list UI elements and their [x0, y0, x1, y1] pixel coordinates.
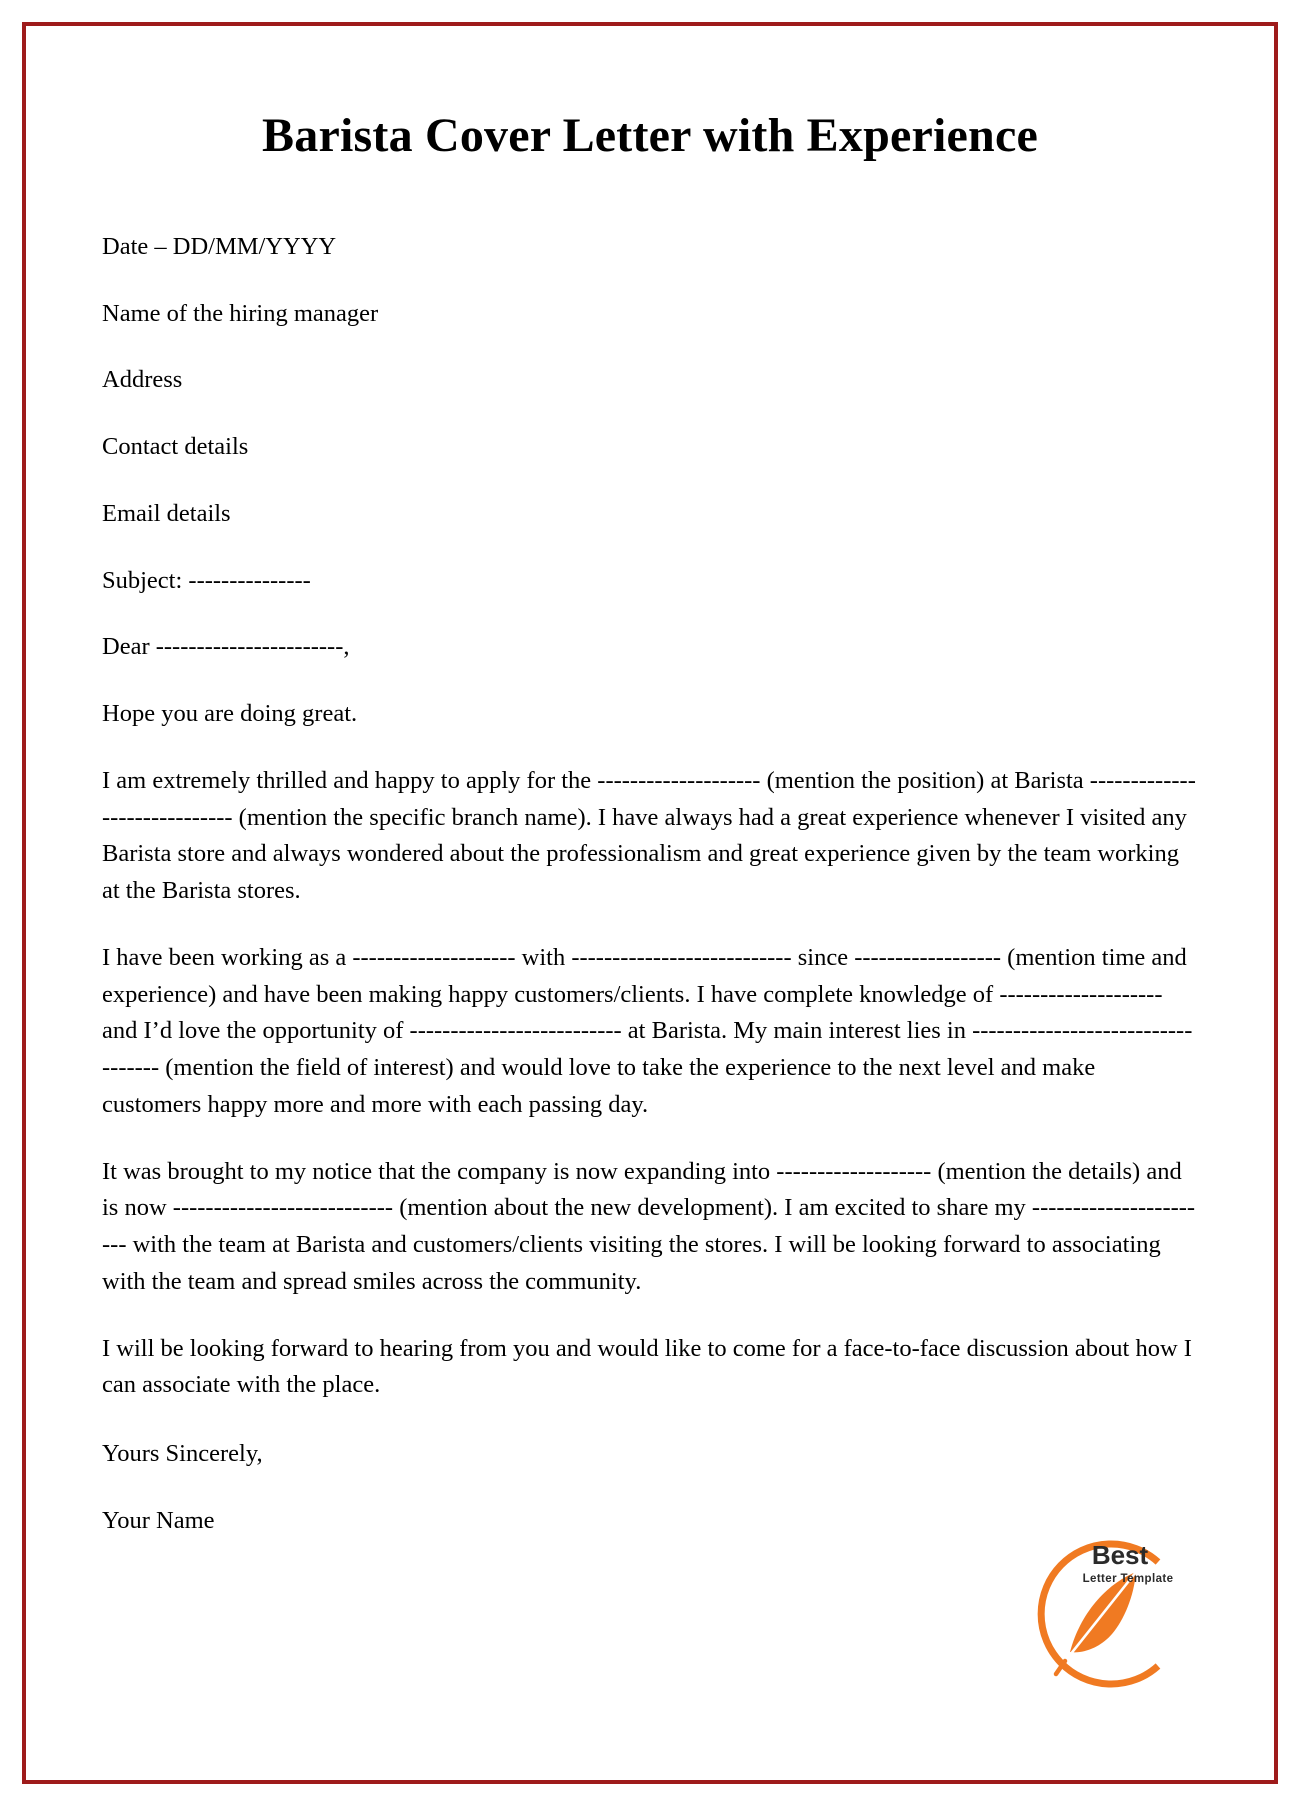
recipient-address: Address: [102, 366, 183, 394]
body-paragraph-4: I will be looking forward to hearing from you and would like to come for a face-to-face discussion about how I can associate with the place.: [102, 1334, 1192, 1399]
body-paragraph-1: I am extremely thrilled and happy to apply for the -------------------- (mention the position) at Barista ----------------------------- (mention the specific branch name). I have always had a great experience whenever I visited any Barista store and always wondered about the professionalism and great experience given by the team working at the Barista stores.: [102, 766, 1196, 905]
sign-off: Yours Sincerely,: [102, 1440, 263, 1468]
recipient-name: Name of the hiring manager: [102, 299, 379, 327]
signature-name: Your Name: [102, 1506, 215, 1534]
body-paragraph-2: I have been working as a -------------------- with --------------------------- since ------------------ (mention time and experience) and have been making happy customers/clients. I have complete knowledge of -------------------- and I’d love the opportunity of -------------------------- at Barista. My main interest lies in ---------------------------------- (mention the field of interest) and would love to take the experience to the next level and make customers happy more and more with each passing day.: [102, 943, 1193, 1118]
letter-date: Date – DD/MM/YYYY: [102, 232, 337, 260]
body-paragraph-3: It was brought to my notice that the company is now expanding into ------------------- (mention the details) and is now --------------------------- (mention about the new development). I am excited to share my ----------------------- with the team at Barista and customers/clients visiting the stores. I will be looking forward to associating with the team and spread smiles across the community.: [102, 1157, 1196, 1295]
subject-line: Subject: ---------------: [102, 566, 311, 594]
brand-logo: [1008, 1528, 1180, 1700]
feather-quill-icon: [1056, 1572, 1136, 1674]
logo-brand-secondary: Letter Template: [1082, 1573, 1174, 1585]
page-title: Barista Cover Letter with Experience: [262, 109, 1038, 162]
logo-brand-primary: Best: [1091, 1540, 1149, 1570]
document-content: [24, 22, 1276, 1784]
recipient-email: Email details: [102, 499, 231, 527]
greeting-line: Hope you are doing great.: [102, 700, 358, 728]
letter-body: [102, 229, 1198, 1540]
salutation-line: Dear -----------------------,: [102, 633, 350, 661]
recipient-contact: Contact details: [102, 433, 249, 461]
